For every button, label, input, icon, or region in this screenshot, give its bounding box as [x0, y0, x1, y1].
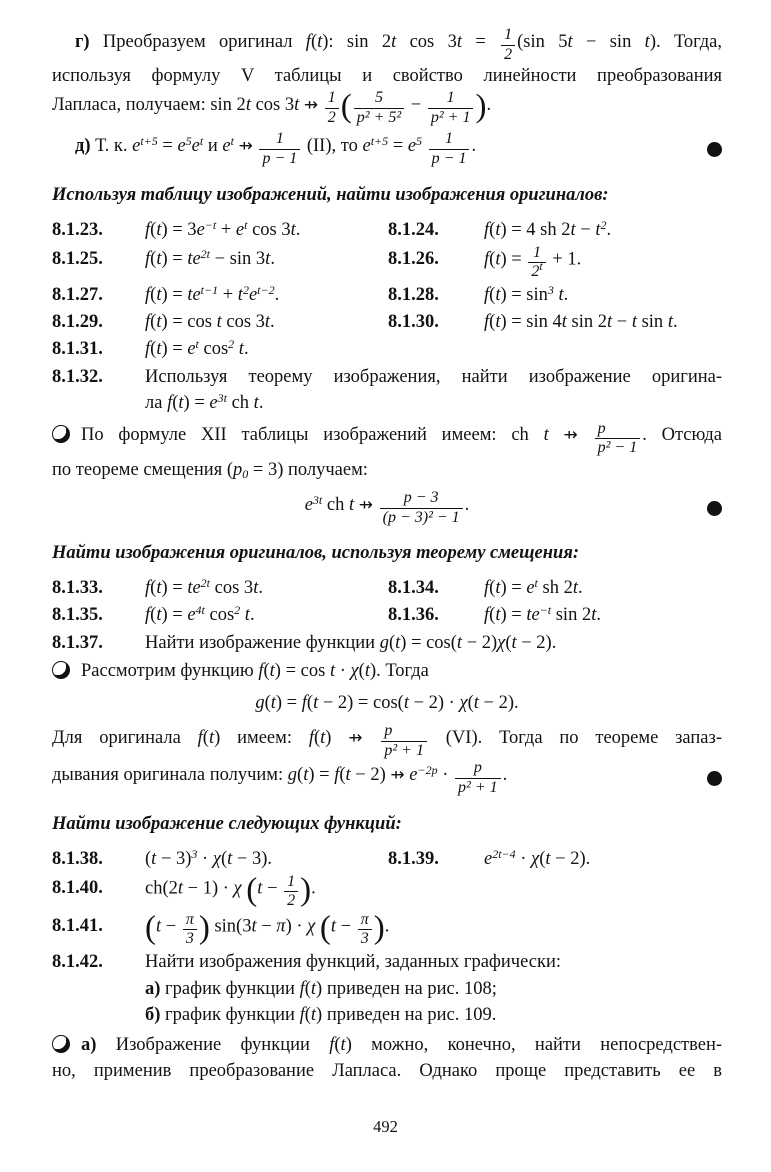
formula-text: но, применив преобразование Лапласа. Однако проще представить ее в	[52, 1060, 722, 1081]
formula-text: Лапласа, получаем: sin 2t cos 3t ⇸ $\frac{1}{2}$ ( $\frac{5}{\text{p² + 5²}}$ − $\frac{1}{\text{p² + 1}}$ ).	[52, 88, 492, 126]
formula-text: По формуле XII таблицы изображений имеем: ch t ⇸ $\frac{p}{\text{p² − 1}}$ . Отсюда	[81, 419, 722, 457]
solution-42-line	[52, 1032, 722, 1058]
problem-number: 8.1.40.	[52, 878, 103, 899]
display-equation	[52, 690, 722, 716]
problem-row	[52, 217, 722, 243]
formula-text: а) график функции f(t) приведен на рис. 108;	[145, 978, 497, 999]
problem-formula: $f(t) = te^{2t} - \sin 3t$.	[145, 247, 275, 270]
solution-42-line	[52, 1058, 722, 1084]
problem-8-1-37	[52, 630, 722, 656]
end-of-solution-icon	[707, 142, 722, 157]
text-line	[145, 364, 722, 390]
section-header-find-transforms: Найти изображение следующих функций:	[52, 813, 402, 834]
solution-marker-icon	[52, 1035, 70, 1053]
problem-subitem-a	[52, 976, 722, 1002]
problem-number: 8.1.35.	[52, 605, 103, 626]
problem-number: 8.1.42.	[52, 951, 103, 972]
formula-text: Для оригинала f(t) имеем: f(t) ⇸ $\frac{p}{\text{p² + 1}}$ (VI). Тогда по теореме запаз-	[52, 722, 722, 759]
problem-row	[52, 846, 722, 872]
formula-text: $e^{3t}$ ch t ⇸ $\frac{p - 3}{\text{(p − 3)² − 1}}$ .	[304, 488, 470, 526]
problem-row	[52, 873, 722, 910]
problem-number: 8.1.29.	[52, 311, 103, 332]
problem-formula: (t − $\frac{\pi}{3}$ ) sin(3t − π) · χ (t − $\frac{\pi}{3}$ ).	[145, 909, 390, 948]
problem-number: 8.1.33.	[52, 578, 103, 599]
problem-formula: $f(t) = te^{2t}$ cos 3t.	[145, 576, 263, 599]
solution-37-intro	[52, 658, 722, 684]
problem-formula: f(t) = 4 sh $2t - t^2$.	[484, 217, 612, 240]
end-of-solution-icon	[707, 501, 722, 516]
formula-text: а) Изображение функции f(t) можно, конечно, найти непосредствен-	[81, 1034, 723, 1055]
formula-text: ла $f(t) = e^{3t}$ ch t.	[145, 390, 264, 413]
problem-row	[52, 602, 722, 628]
problem-formula: Найти изображения функций, заданных графически:	[145, 951, 562, 972]
problem-subitem-b	[52, 1002, 722, 1028]
formula-text: б) график функции f(t) приведен на рис. 109.	[145, 1004, 497, 1025]
formula-text: Рассмотрим функцию f(t) = cos t · χ(t). Тогда	[81, 661, 429, 682]
solution-32-line	[52, 457, 722, 483]
problem-number: 8.1.38.	[52, 848, 103, 869]
text-line	[145, 390, 722, 416]
formula-text: по теореме смещения $(p_0 = 3)$ получаем:	[52, 459, 368, 481]
problem-formula: $f(t) = \sin^3 t$.	[484, 282, 569, 305]
solution-37-line	[52, 722, 722, 759]
problem-formula: ch(2t − 1) · χ (t − $\frac{1}{2}$ ).	[145, 871, 316, 910]
section-header-shift-theorem: Найти изображения оригиналов, используя теорему смещения:	[52, 543, 580, 564]
problem-formula: f(t) = cos t cos 3t.	[145, 311, 275, 332]
solution-marker-icon	[52, 425, 70, 443]
formula-text: Найти изображение функции g(t) = cos(t − 2)χ(t − 2).	[145, 633, 557, 654]
display-equation	[52, 489, 722, 526]
text-line	[145, 630, 722, 656]
problem-formula: $f(t) = te^{t-1} + t^2e^{t-2}$.	[145, 282, 280, 305]
problem-number: 8.1.26.	[388, 249, 439, 270]
problem-statement	[145, 630, 722, 656]
problem-number: 8.1.25.	[52, 249, 103, 270]
problem-number: 8.1.28.	[388, 284, 439, 305]
problem-row	[52, 911, 722, 948]
text-line	[52, 26, 722, 63]
page-number: 492	[373, 1117, 398, 1136]
problem-number: 8.1.27.	[52, 284, 103, 305]
problem-number: 8.1.32.	[52, 366, 103, 387]
text-line	[52, 89, 722, 126]
end-of-solution-icon	[707, 771, 722, 786]
formula-text: г) Преобразуем оригинал f(t): sin 2t cos 3t = $\frac{1}{2}$ (sin 5t − sin t). Тогда,	[75, 26, 723, 63]
formula-text: дывания оригинала получим: g(t) = f(t − 2) ⇸ $e^{-2p}$ · $\frac{p}{\text{p² + 1}}$ .	[52, 759, 508, 796]
problem-number: 8.1.24.	[388, 219, 439, 240]
problem-row	[52, 282, 722, 308]
formula-text: д) Т. к. $e^{t+5} = e^5e^t$ и $e^t$ ⇸ $\frac{1}{p - 1}$ (II), то $e^{t+5} = e^5$ $\frac{1}{p - 1}$ .	[75, 130, 477, 167]
problem-statement	[145, 364, 722, 416]
formula-text: g(t) = f(t − 2) = cos(t − 2) · χ(t − 2).	[255, 693, 519, 714]
problem-8-1-32	[52, 364, 722, 416]
solution-32-line	[52, 420, 722, 457]
problem-formula: $(t - 3)^3 \cdot \chi(t - 3)$.	[145, 846, 273, 869]
problem-formula: $e^{2t-4} \cdot \chi(t - 2)$.	[484, 846, 591, 869]
problem-formula: $f(t) = e^t$ sh 2t.	[484, 576, 583, 599]
section-header-table-of-transforms: Используя таблицу изображений, найти изображения оригиналов:	[52, 184, 609, 205]
text-line	[52, 63, 722, 89]
problem-formula: $f(t) = te^{-t}$ sin 2t.	[484, 603, 601, 626]
problem-number: 8.1.31.	[52, 338, 103, 359]
formula-text: Используя теорему изображения, найти изображение оригина-	[145, 366, 722, 387]
problem-number: 8.1.23.	[52, 219, 103, 240]
problem-formula: $f(t) = e^t$ $\cos^2 t$.	[145, 336, 249, 359]
problem-row	[52, 575, 722, 601]
solution-marker-icon	[52, 661, 70, 679]
problem-formula: f(t) = $\frac{1}{2^t}$ + 1.	[484, 243, 582, 281]
problem-number: 8.1.34.	[388, 578, 439, 599]
formula-text: используя формулу V таблицы и свойство линейности преобразования	[52, 66, 722, 87]
problem-number: 8.1.36.	[388, 605, 439, 626]
problem-row	[52, 949, 722, 975]
problem-number: 8.1.30.	[388, 311, 439, 332]
problem-row	[52, 244, 722, 281]
solution-37-line	[52, 759, 722, 796]
solution-paragraph-d	[52, 130, 722, 167]
problem-row	[52, 309, 722, 335]
problem-formula: f(t) = sin 4t sin 2t − t sin t.	[484, 311, 678, 332]
problem-formula: $f(t) = e^{4t}$ $\cos^2 t$.	[145, 603, 255, 626]
problem-formula: $f(t) = 3e^{-t} + e^t$ cos 3t.	[145, 217, 301, 240]
problem-number: 8.1.41.	[52, 916, 103, 937]
problem-row	[52, 336, 722, 362]
solution-paragraph-g	[52, 26, 722, 126]
problem-number: 8.1.37.	[52, 633, 103, 654]
problem-number: 8.1.39.	[388, 848, 439, 869]
